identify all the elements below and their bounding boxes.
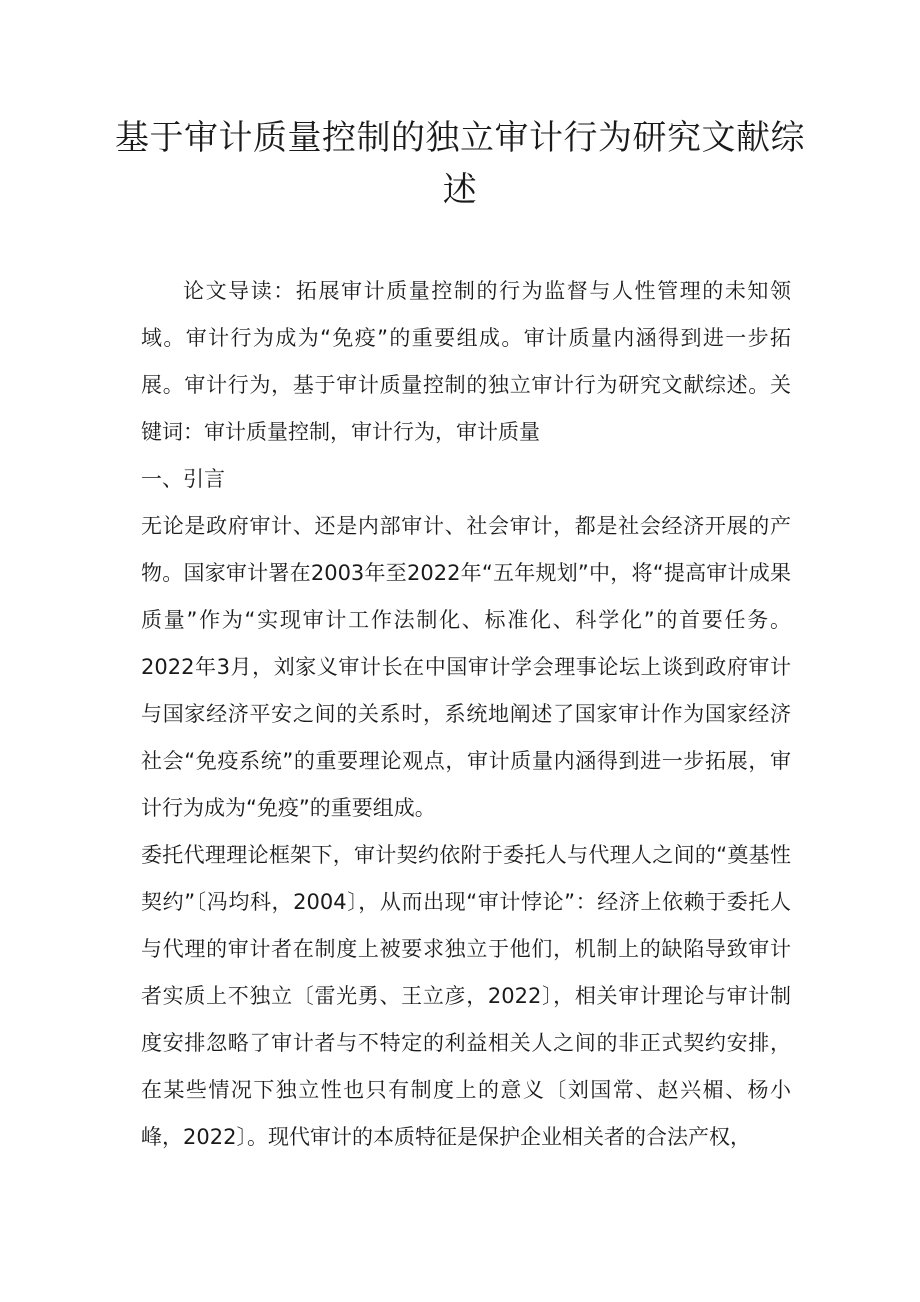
document-body bbox=[141, 268, 791, 1161]
body-paragraph: 委托代理理论框架下，审计契约依附于委托人与代理人之间的“奠基性契约”〔冯均科，2004〕，从而出现“审计悖论”：经济上依赖于委托人与代理的审计者在制度上被要求独立于他们，机制上的缺陷导致审计者实质上不独立〔雷光勇、王立彦，2022〕，相关审计理论与审计制度安排忽略了审计者与不特定的利益相关人之间的非正式契约安排，在某些情况下独立性也只有制度上的意义〔刘国常、赵兴楣、杨小峰，2022〕。现代审计的本质特征是保护企业相关者的合法产权， bbox=[141, 843, 791, 1149]
abstract-paragraph: 论文导读：拓展审计质量控制的行为监督与人性管理的未知领域。审计行为成为“免疫”的重要组成。审计质量内涵得到进一步拓展。审计行为，基于审计质量控制的独立审计行为研究文献综述。关键词：审计质量控制，审计行为，审计质量 bbox=[141, 279, 791, 444]
section-heading: 一、引言 bbox=[141, 467, 225, 491]
document-title: 基于审计质量控制的独立审计行为研究文献综述 bbox=[115, 118, 805, 210]
body-paragraph: 无论是政府审计、还是内部审计、社会审计，都是社会经济开展的产物。国家审计署在2003年至2022年“五年规划”中，将“提高审计成果质量”作为“实现审计工作法制化、标准化、科学化”的首要任务。2022年3月，刘家义审计长在中国审计学会理事论坛上谈到政府审计与国家经济平安之间的关系时，系统地阐述了国家审计作为国家经济社会“免疫系统”的重要理论观点，审计质量内涵得到进一步拓展，审计行为成为“免疫”的重要组成。 bbox=[141, 514, 791, 820]
